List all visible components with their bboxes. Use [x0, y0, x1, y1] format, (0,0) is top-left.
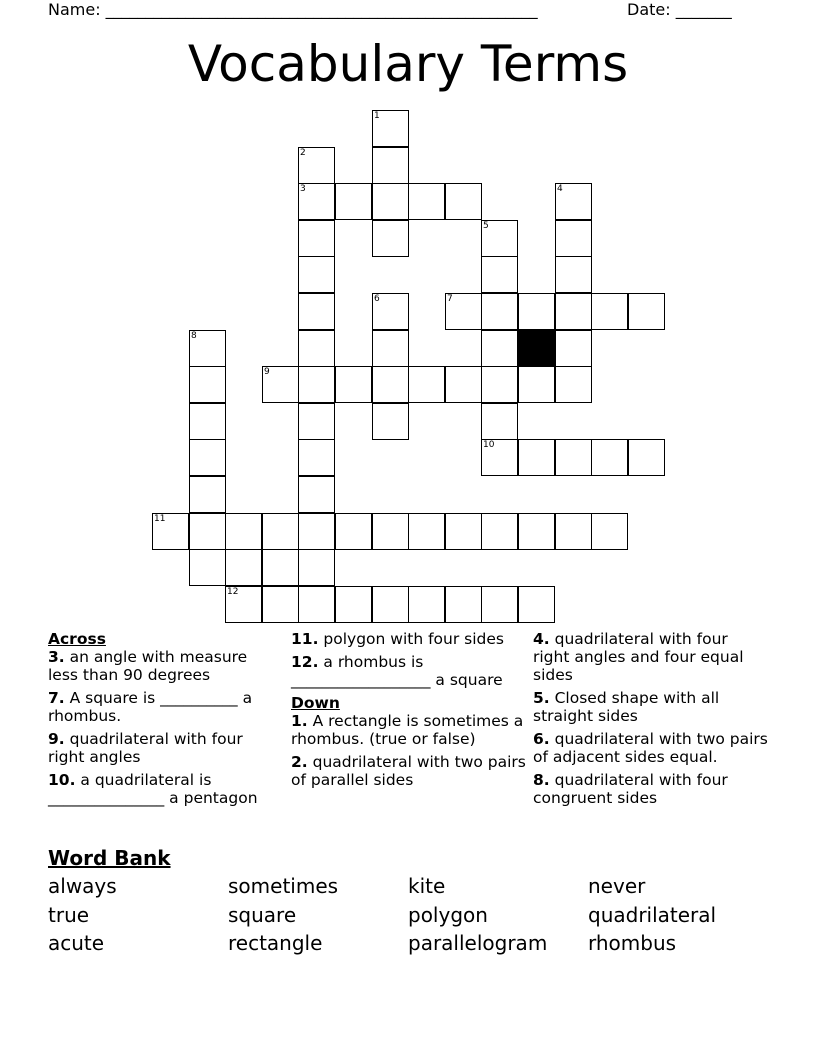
crossword-cell[interactable] — [298, 220, 335, 257]
crossword-cell[interactable] — [298, 513, 335, 550]
crossword-cell[interactable] — [189, 366, 226, 403]
clue-across-12: 12. a rhombus is __________________ a square — [291, 653, 503, 689]
crossword-cell[interactable] — [481, 366, 518, 403]
crossword-cell[interactable] — [481, 256, 518, 293]
word-bank-item: parallelogram — [408, 931, 548, 955]
crossword-cell[interactable] — [555, 439, 592, 476]
crossword-cell[interactable] — [262, 549, 299, 586]
crossword-cell[interactable] — [189, 403, 226, 440]
clue-down-4: 4. quadrilateral with four right angles and four equal sides — [533, 630, 744, 684]
crossword-cell[interactable] — [591, 513, 628, 550]
crossword-cell[interactable] — [555, 366, 592, 403]
clue-across-3: 3. an angle with measure less than 90 degrees — [48, 648, 248, 684]
word-bank-item: sometimes — [228, 874, 339, 898]
crossword-cell[interactable] — [372, 183, 409, 220]
word-bank-item: quadrilateral — [588, 903, 717, 927]
crossword-cell[interactable] — [262, 586, 299, 623]
down-heading: Down — [291, 694, 340, 712]
crossword-cell[interactable] — [298, 183, 335, 220]
page-title: Vocabulary Terms — [187, 35, 629, 93]
crossword-cell[interactable] — [591, 293, 628, 330]
crossword-cell[interactable] — [335, 183, 372, 220]
clue-number: 11 — [154, 514, 166, 524]
clue-number: 8 — [191, 331, 197, 341]
crossword-cell[interactable] — [335, 513, 372, 550]
crossword-cell[interactable] — [591, 439, 628, 476]
word-bank-item: true — [48, 903, 90, 927]
clue-across-9: 9. quadrilateral with four right angles — [48, 730, 243, 766]
crossword-cell[interactable] — [628, 293, 665, 330]
clue-down-8: 8. quadrilateral with four congruent sides — [533, 771, 728, 807]
crossword-cell[interactable] — [298, 586, 335, 623]
crossword-cell[interactable] — [518, 439, 555, 476]
word-bank-item: kite — [408, 874, 446, 898]
crossword-cell[interactable] — [298, 147, 335, 184]
crossword-cell[interactable] — [372, 110, 409, 147]
crossword-cell[interactable] — [372, 366, 409, 403]
clue-across-10: 10. a quadrilateral is _______________ a pentagon — [48, 771, 258, 807]
crossword-cell[interactable] — [225, 586, 262, 623]
crossword-cell[interactable] — [372, 330, 409, 367]
crossword-cell[interactable] — [335, 366, 372, 403]
word-bank-heading: Word Bank — [48, 846, 171, 870]
crossword-cell[interactable] — [262, 513, 299, 550]
clue-number: 10 — [483, 440, 495, 450]
crossword-cell[interactable] — [445, 366, 482, 403]
crossword-cell[interactable] — [225, 549, 262, 586]
across-heading: Across — [48, 630, 106, 648]
word-bank-item: always — [48, 874, 117, 898]
crossword-cell[interactable] — [555, 256, 592, 293]
crossword-cell[interactable] — [481, 220, 518, 257]
crossword-cell[interactable] — [372, 513, 409, 550]
crossword-cell[interactable] — [335, 586, 372, 623]
crossword-cell[interactable] — [408, 586, 445, 623]
crossword-cell[interactable] — [481, 513, 518, 550]
word-bank-item: rhombus — [588, 931, 677, 955]
crossword-cell[interactable] — [408, 366, 445, 403]
clue-down-6: 6. quadrilateral with two pairs of adjacent sides equal. — [533, 730, 768, 766]
crossword-cell[interactable] — [481, 586, 518, 623]
word-bank-item: acute — [48, 931, 105, 955]
crossword-cell[interactable] — [408, 183, 445, 220]
clue-number: 4 — [557, 184, 563, 194]
word-bank-item: square — [228, 903, 297, 927]
clues-column-1 — [48, 630, 278, 812]
crossword-cell[interactable] — [298, 366, 335, 403]
crossword-cell[interactable] — [445, 183, 482, 220]
crossword-cell[interactable] — [555, 220, 592, 257]
crossword-cell[interactable] — [298, 439, 335, 476]
clue-across-7: 7. A square is __________ a rhombus. — [48, 689, 253, 725]
crossword-cell[interactable] — [225, 513, 262, 550]
crossword-cell[interactable] — [555, 293, 592, 330]
crossword-cell[interactable] — [481, 403, 518, 440]
crossword-cell[interactable] — [555, 513, 592, 550]
crossword-cell[interactable] — [555, 183, 592, 220]
crossword-cell[interactable] — [372, 293, 409, 330]
blocked-cell — [518, 330, 555, 367]
clue-number: 12 — [227, 587, 239, 597]
crossword-cell[interactable] — [189, 549, 226, 586]
clue-number: 3 — [300, 184, 306, 194]
clue-down-2: 2. quadrilateral with two pairs of parallel sides — [291, 753, 526, 789]
crossword-cell[interactable] — [445, 293, 482, 330]
crossword-cell[interactable] — [189, 513, 226, 550]
clue-number: 1 — [374, 111, 380, 121]
crossword-cell[interactable] — [481, 293, 518, 330]
crossword-cell[interactable] — [189, 439, 226, 476]
crossword-cell[interactable] — [518, 513, 555, 550]
crossword-cell[interactable] — [189, 330, 226, 367]
crossword-cell[interactable] — [628, 439, 665, 476]
clue-number: 9 — [264, 367, 270, 377]
clue-number: 6 — [374, 294, 380, 304]
crossword-cell[interactable] — [408, 513, 445, 550]
crossword-cell[interactable] — [518, 586, 555, 623]
crossword-cell[interactable] — [298, 256, 335, 293]
clues-column-3 — [533, 630, 769, 812]
clue-across-11: 11. polygon with four sides — [291, 630, 504, 648]
clue-number: 2 — [300, 148, 306, 158]
clue-number: 5 — [483, 221, 489, 231]
crossword-cell[interactable] — [262, 366, 299, 403]
crossword-cell[interactable] — [298, 330, 335, 367]
name-line: Name: ______________________________________________________ — [48, 0, 538, 19]
crossword-cell[interactable] — [298, 476, 335, 513]
crossword-cell[interactable] — [152, 513, 189, 550]
word-bank-item: polygon — [408, 903, 488, 927]
crossword-cell[interactable] — [298, 293, 335, 330]
crossword-cell[interactable] — [298, 549, 335, 586]
crossword-cell[interactable] — [372, 586, 409, 623]
crossword-cell[interactable] — [518, 293, 555, 330]
crossword-cell[interactable] — [372, 147, 409, 184]
crossword-cell[interactable] — [445, 586, 482, 623]
crossword-cell[interactable] — [298, 403, 335, 440]
date-line: Date: _______ — [627, 0, 732, 19]
word-bank-item: rectangle — [228, 931, 323, 955]
clue-down-5: 5. Closed shape with all straight sides — [533, 689, 720, 725]
crossword-cell[interactable] — [372, 220, 409, 257]
crossword-cell[interactable] — [481, 330, 518, 367]
crossword-cell[interactable] — [518, 366, 555, 403]
crossword-cell[interactable] — [481, 439, 518, 476]
clues-column-2 — [291, 630, 527, 794]
crossword-cell[interactable] — [555, 330, 592, 367]
crossword-cell[interactable] — [445, 513, 482, 550]
clue-number: 7 — [447, 294, 453, 304]
crossword-cell[interactable] — [189, 476, 226, 513]
word-bank-item: never — [588, 874, 646, 898]
clue-down-1: 1. A rectangle is sometimes a rhombus. (true or false) — [291, 712, 524, 748]
crossword-cell[interactable] — [372, 403, 409, 440]
